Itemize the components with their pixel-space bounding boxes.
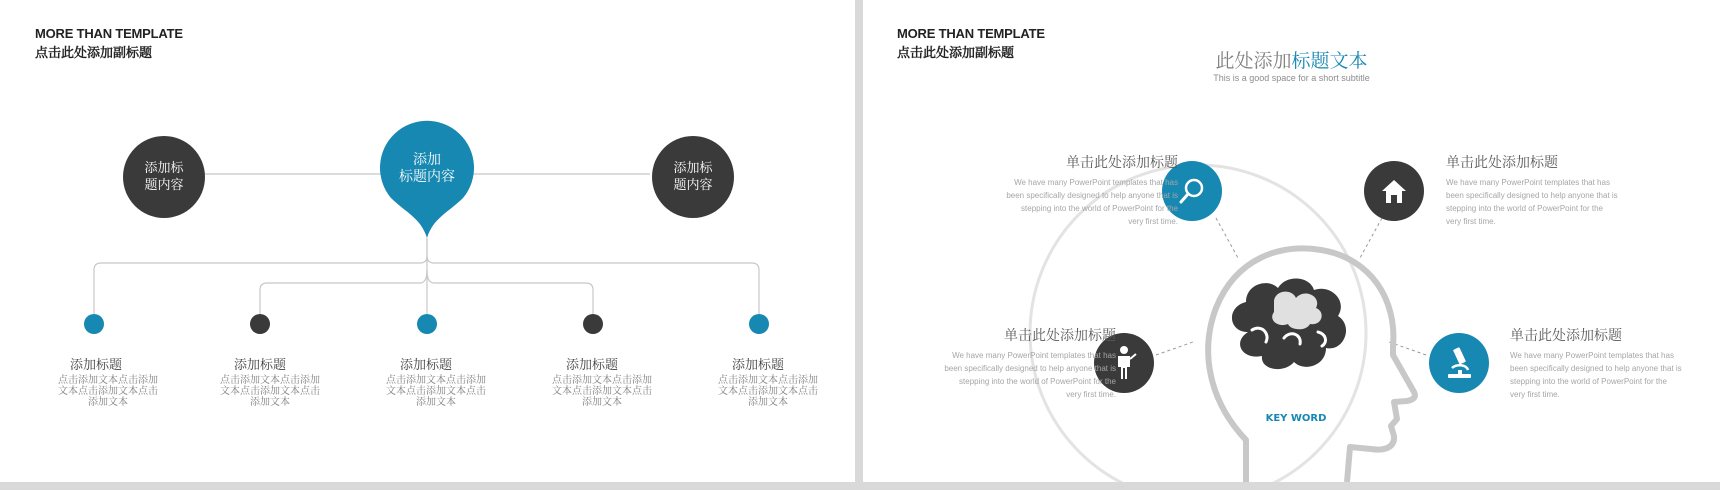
block-desc-1: We have many PowerPoint templates that has been specifically designed to help anyone that is stepping into the world of PowerPoint for the very first time. bbox=[1006, 178, 1178, 226]
side-node-left-label: 添加标 题内容 bbox=[144, 161, 184, 193]
side-node-right-label: 添加标 题内容 bbox=[673, 161, 713, 193]
item-title-4: 添加标题 bbox=[565, 358, 618, 373]
center-node-label: 添加 标题内容 bbox=[399, 152, 455, 185]
keyword-label: KEY WORD bbox=[1265, 413, 1327, 424]
brain-icon bbox=[1218, 272, 1358, 392]
item-desc-5: 点击添加文本点击添加 文本点击添加文本点击 添加文本 bbox=[718, 375, 818, 408]
slide-title-accent: 标题文本 bbox=[1291, 50, 1368, 72]
slide-subtitle: This is a good space for a short subtitle bbox=[1213, 73, 1370, 83]
item-title-3: 添加标题 bbox=[399, 358, 452, 373]
header-title: MORE THAN TEMPLATE bbox=[897, 26, 1045, 41]
side-node-right bbox=[652, 136, 734, 218]
item-title-5: 添加标题 bbox=[731, 358, 784, 373]
item-dot-2 bbox=[250, 314, 270, 334]
block-desc-3: We have many PowerPoint templates that has been specifically designed to help anyone that is stepping into the world of PowerPoint for the very first time. bbox=[944, 351, 1116, 399]
header-title: MORE THAN TEMPLATE bbox=[35, 26, 183, 41]
right-slide bbox=[863, 0, 1720, 482]
home-icon bbox=[1379, 176, 1409, 206]
item-dot-3 bbox=[417, 314, 437, 334]
item-desc-2: 点击添加文本点击添加 文本点击添加文本点击 添加文本 bbox=[220, 375, 320, 408]
block-title-3: 单击此处添加标题 bbox=[1004, 328, 1116, 344]
slide-title-plain: 此处添加 bbox=[1215, 50, 1292, 72]
block-desc-2: We have many PowerPoint templates that has been specifically designed to help anyone that is stepping into the world of PowerPoint for the very first time. bbox=[1446, 178, 1618, 226]
header-subtitle: 点击此处添加副标题 bbox=[35, 46, 153, 61]
search-icon bbox=[1177, 176, 1207, 206]
item-dot-4 bbox=[583, 314, 603, 334]
item-desc-4: 点击添加文本点击添加 文本点击添加文本点击 添加文本 bbox=[552, 375, 652, 408]
block-title-2: 单击此处添加标题 bbox=[1446, 155, 1558, 171]
item-desc-1: 点击添加文本点击添加 文本点击添加文本点击 添加文本 bbox=[58, 375, 158, 408]
block-desc-4: We have many PowerPoint templates that has been specifically designed to help anyone that is stepping into the world of PowerPoint for the very first time. bbox=[1510, 351, 1682, 399]
microscope-icon bbox=[1444, 346, 1474, 380]
header-subtitle: 点击此处添加副标题 bbox=[897, 46, 1015, 61]
home-icon-circle bbox=[1364, 161, 1424, 221]
side-node-left bbox=[123, 136, 205, 218]
microscope-icon-circle bbox=[1429, 333, 1489, 393]
head-graphic bbox=[863, 0, 1720, 482]
block-title-4: 单击此处添加标题 bbox=[1510, 328, 1622, 344]
item-title-1: 添加标题 bbox=[69, 358, 122, 373]
item-desc-3: 点击添加文本点击添加 文本点击添加文本点击 添加文本 bbox=[386, 375, 486, 408]
left-slide bbox=[0, 0, 855, 482]
block-title-1: 单击此处添加标题 bbox=[1066, 155, 1178, 171]
item-dot-5 bbox=[749, 314, 769, 334]
item-dot-1 bbox=[84, 314, 104, 334]
item-title-2: 添加标题 bbox=[233, 358, 286, 373]
center-node bbox=[382, 124, 472, 214]
